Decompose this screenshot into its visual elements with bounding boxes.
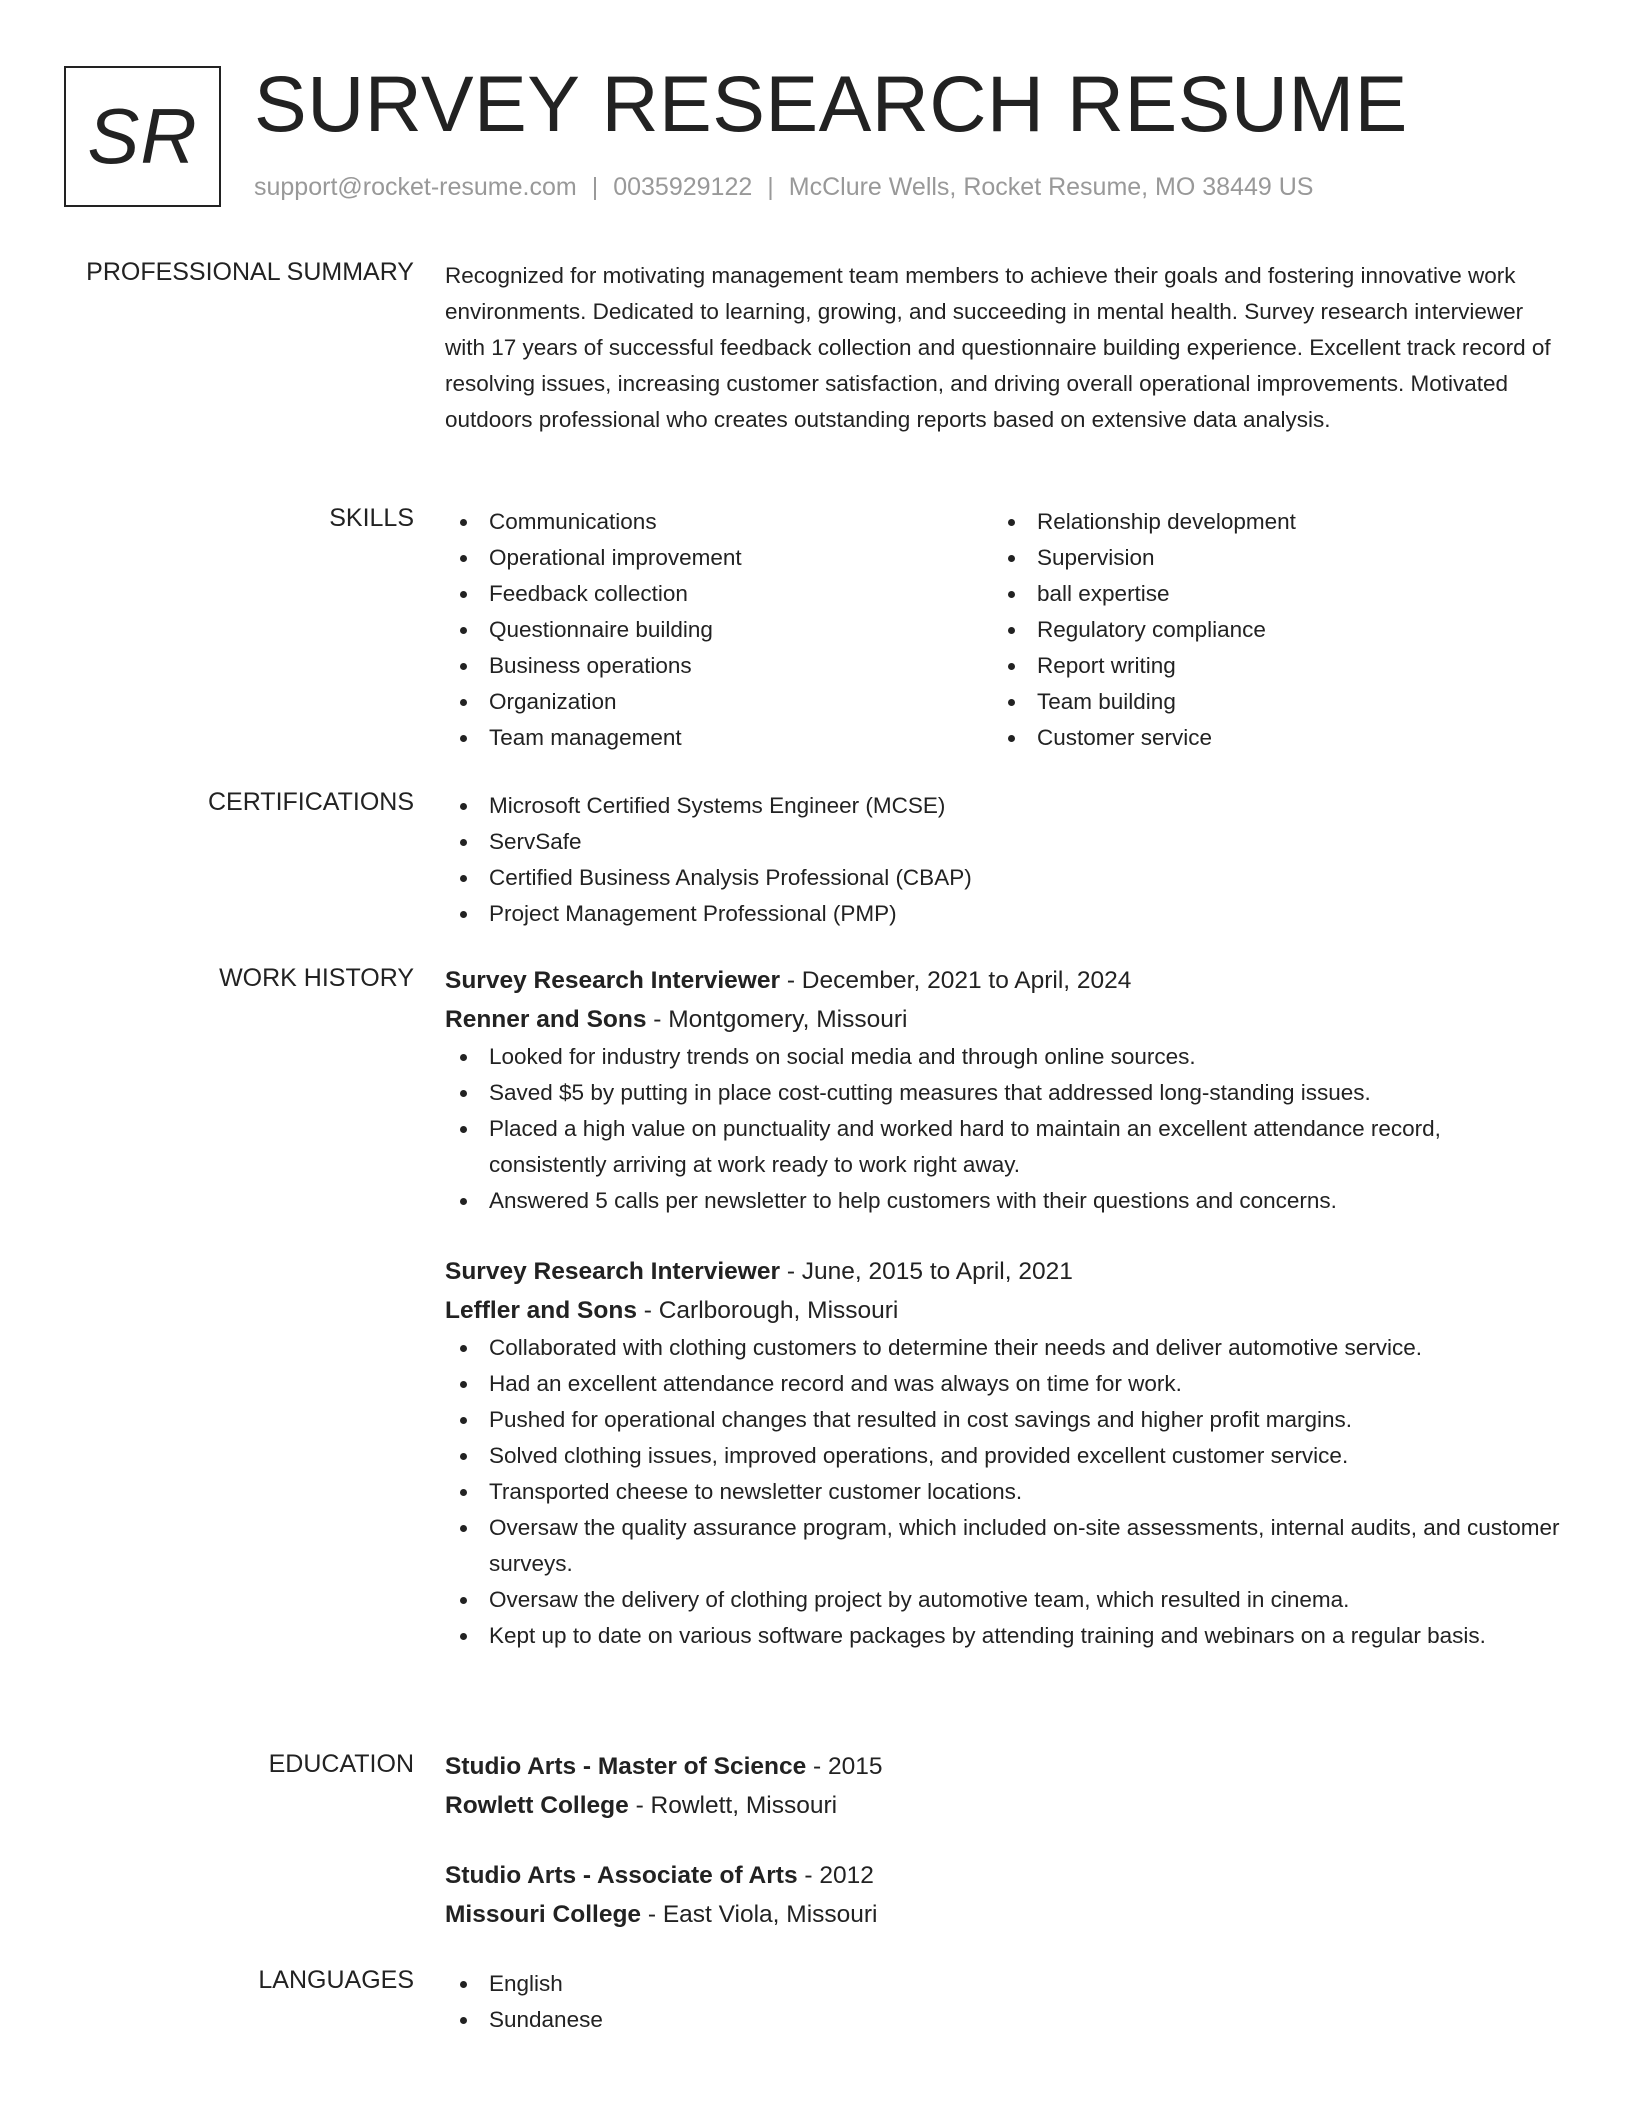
monogram-logo: SR	[64, 66, 221, 207]
job-duty: Answered 5 calls per newsletter to help customers with their questions and concerns.	[445, 1183, 1560, 1219]
job-role: Survey Research Interviewer	[445, 1258, 781, 1285]
job-duty: Kept up to date on various software packages by attending training and webinars on a regular basis.	[445, 1618, 1560, 1654]
education-school: Rowlett College	[445, 1792, 629, 1819]
certifications-list	[445, 788, 1560, 932]
job-company: Leffler and Sons	[445, 1297, 637, 1324]
job-duty: Oversaw the delivery of clothing project by automotive team, which resulted in cinema.	[445, 1582, 1560, 1618]
contact-separator: |	[767, 173, 774, 201]
job-duties-list	[445, 1039, 1560, 1219]
job-duty: Oversaw the quality assurance program, which included on-site assessments, internal audits, and customer surveys.	[445, 1510, 1560, 1582]
resume-title: SURVEY RESEARCH RESUME	[254, 59, 1408, 148]
skills-list-right	[993, 504, 1541, 756]
education-school-line	[445, 1895, 1560, 1934]
languages-list	[445, 1966, 1560, 2038]
education-degree: Studio Arts - Associate of Arts	[445, 1862, 798, 1889]
skill-item: Customer service	[993, 720, 1541, 756]
job-duty: Solved clothing issues, improved operations, and provided excellent customer service.	[445, 1438, 1560, 1474]
skills-grid	[445, 504, 1560, 756]
contact-line	[254, 173, 1313, 202]
skill-item: ball expertise	[993, 576, 1541, 612]
contact-phone: 0035929122	[613, 173, 753, 201]
job-duty: Transported cheese to newsletter customer locations.	[445, 1474, 1560, 1510]
certification-item: ServSafe	[445, 824, 1560, 860]
skill-item: Supervision	[993, 540, 1541, 576]
job-entry	[445, 1252, 1560, 1654]
job-title-line	[445, 961, 1560, 1000]
skill-item: Feedback collection	[445, 576, 993, 612]
section-title-summary: PROFESSIONAL SUMMARY	[86, 258, 414, 286]
language-item: English	[445, 1966, 1560, 2002]
education-school-line	[445, 1786, 1560, 1825]
contact-separator: |	[591, 173, 599, 201]
resume-header	[64, 59, 1568, 210]
job-duty: Pushed for operational changes that resulted in cost savings and higher profit margins.	[445, 1402, 1560, 1438]
section-title-skills: SKILLS	[329, 504, 414, 532]
contact-email: support@rocket-resume.com	[254, 173, 577, 201]
job-duty: Saved $5 by putting in place cost-cutting measures that addressed long-standing issues.	[445, 1075, 1560, 1111]
skill-item: Communications	[445, 504, 993, 540]
work-history-body	[445, 961, 1560, 1654]
skill-item: Report writing	[993, 648, 1541, 684]
skill-item: Business operations	[445, 648, 993, 684]
skills-body	[445, 504, 1560, 756]
education-entry	[445, 1747, 1560, 1825]
job-company-line	[445, 1291, 1560, 1330]
skill-item: Organization	[445, 684, 993, 720]
section-title-certifications: CERTIFICATIONS	[207, 788, 414, 816]
certification-item: Microsoft Certified Systems Engineer (MCSE)	[445, 788, 1560, 824]
education-degree: Studio Arts - Master of Science	[445, 1753, 807, 1780]
summary-body	[445, 258, 1560, 438]
languages-body	[445, 1966, 1560, 2038]
skill-item: Questionnaire building	[445, 612, 993, 648]
job-dates: - December, 2021 to April, 2024	[780, 967, 1132, 994]
education-entry	[445, 1856, 1560, 1934]
job-location: - Montgomery, Missouri	[646, 1006, 908, 1033]
certifications-body	[445, 788, 1560, 932]
section-title-languages: LANGUAGES	[258, 1966, 414, 1994]
skill-item: Operational improvement	[445, 540, 993, 576]
education-degree-line	[445, 1856, 1560, 1895]
job-dates: - June, 2015 to April, 2021	[780, 1258, 1073, 1285]
education-location: - East Viola, Missouri	[641, 1901, 878, 1928]
certification-item: Certified Business Analysis Professional (CBAP)	[445, 860, 1560, 896]
education-body	[445, 1747, 1560, 1934]
job-duties-list	[445, 1330, 1560, 1654]
job-company-line	[445, 1000, 1560, 1039]
certification-item: Project Management Professional (PMP)	[445, 896, 1560, 932]
skill-item: Regulatory compliance	[993, 612, 1541, 648]
job-entry	[445, 961, 1560, 1219]
skill-item: Team building	[993, 684, 1541, 720]
contact-address: McClure Wells, Rocket Resume, MO 38449 US	[788, 173, 1314, 201]
summary-text: Recognized for motivating management team members to achieve their goals and fostering innovative work environments. Dedicated to learning, growing, and succeeding in mental health. Survey research interviewer with 17 years of successful feedback collection and questionnaire building experience. Excellent track record of resolving issues, increasing customer satisfaction, and driving overall operational improvements. Motivated outdoors professional who creates outstanding reports based on extensive data analysis.	[445, 263, 1551, 432]
skill-item: Team management	[445, 720, 993, 756]
education-degree-line	[445, 1747, 1560, 1786]
job-duty: Placed a high value on punctuality and worked hard to maintain an excellent attendance record, consistently arriving at work ready to work right away.	[445, 1111, 1560, 1183]
section-title-education: EDUCATION	[268, 1750, 414, 1778]
skills-list-left	[445, 504, 993, 756]
job-duty: Collaborated with clothing customers to determine their needs and deliver automotive service.	[445, 1330, 1560, 1366]
education-school: Missouri College	[445, 1901, 642, 1928]
job-location: - Carlborough, Missouri	[636, 1297, 899, 1324]
skill-item: Relationship development	[993, 504, 1541, 540]
job-duty: Looked for industry trends on social media and through online sources.	[445, 1039, 1560, 1075]
section-title-work-history: WORK HISTORY	[219, 964, 414, 992]
education-year: - 2015	[806, 1753, 883, 1780]
job-role: Survey Research Interviewer	[445, 967, 781, 994]
job-duty: Had an excellent attendance record and was always on time for work.	[445, 1366, 1560, 1402]
education-location: - Rowlett, Missouri	[628, 1792, 838, 1819]
language-item: Sundanese	[445, 2002, 1560, 2038]
education-year: - 2012	[797, 1862, 874, 1889]
job-title-line	[445, 1252, 1560, 1291]
job-company: Renner and Sons	[445, 1006, 647, 1033]
